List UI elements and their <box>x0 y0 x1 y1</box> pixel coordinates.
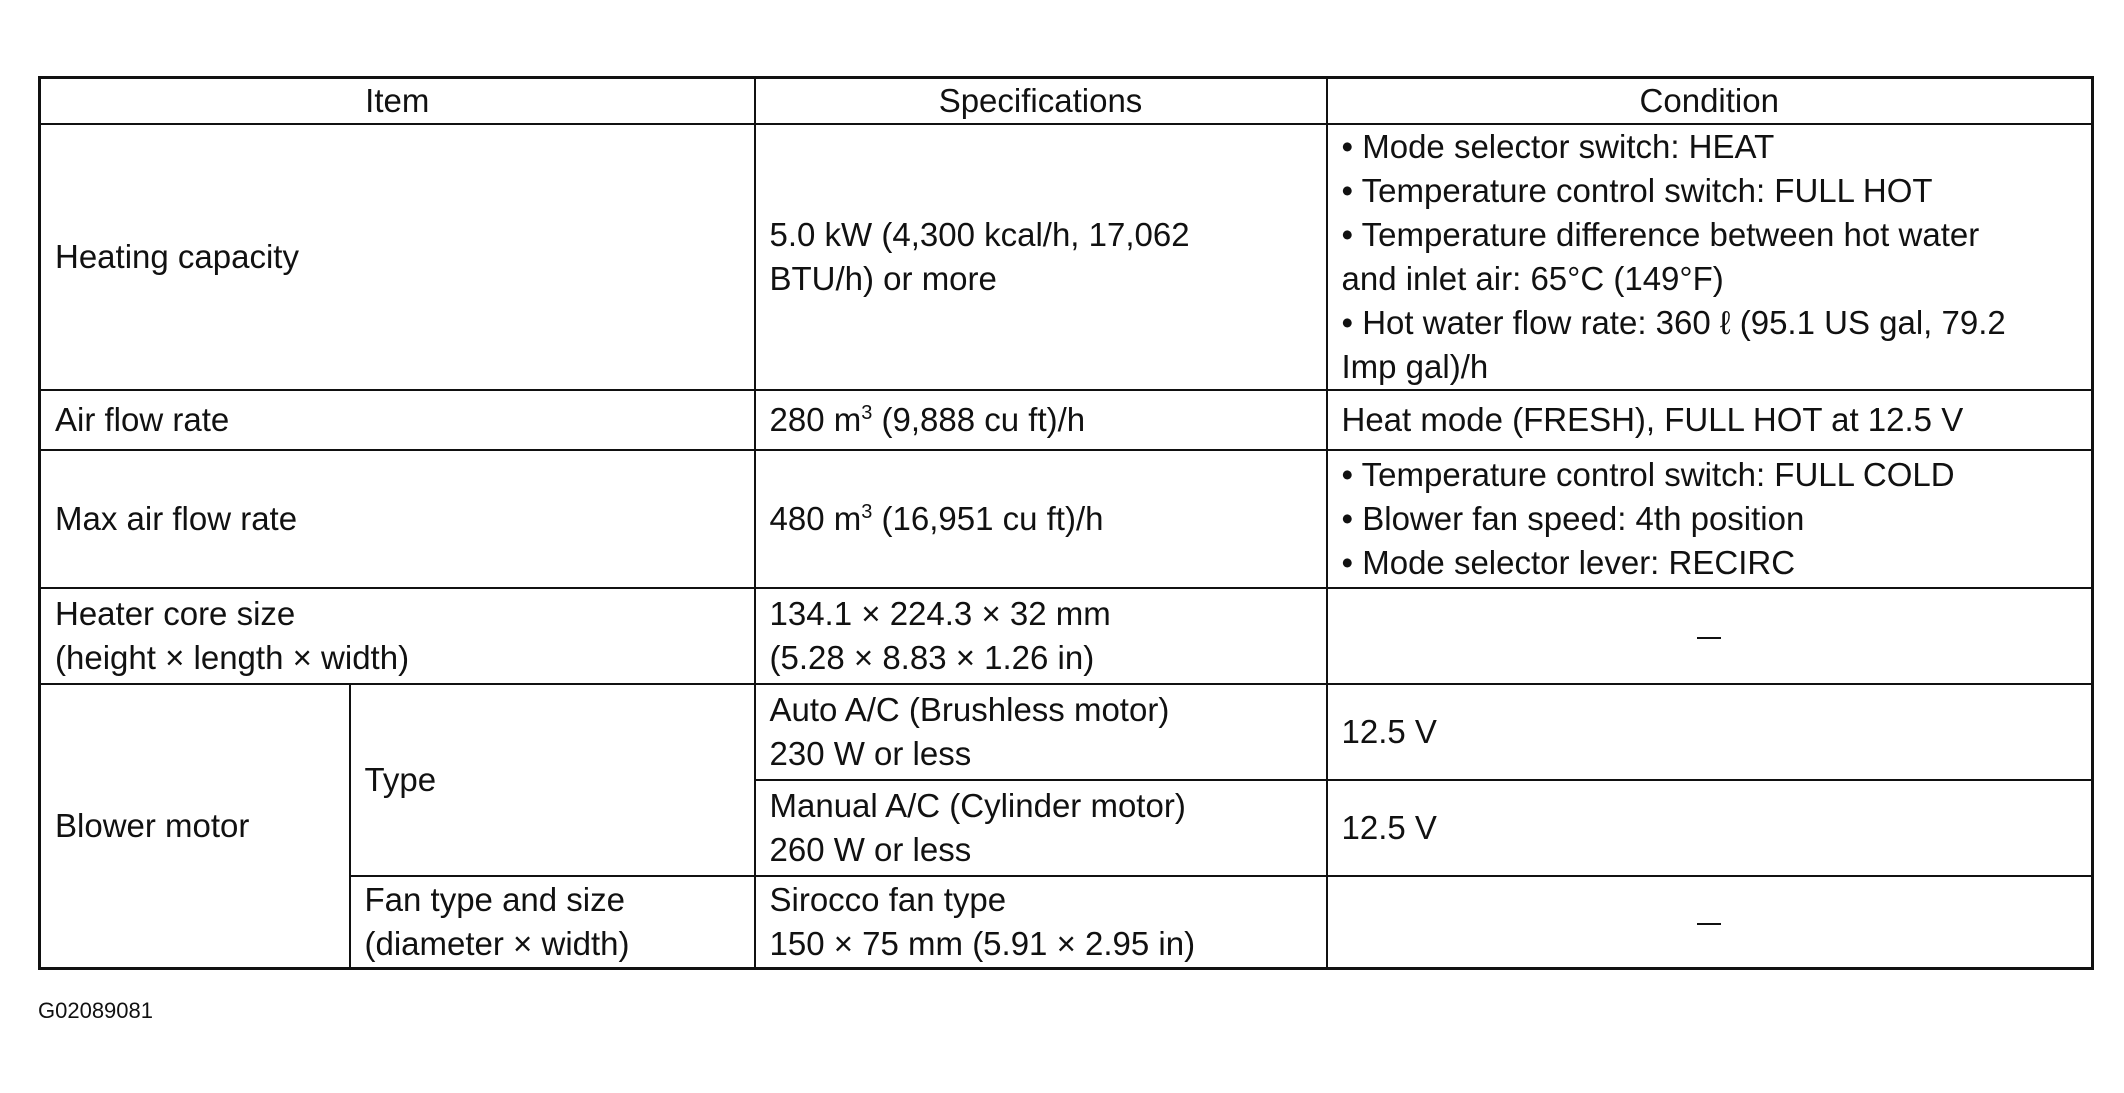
blower-auto-condition: 12.5 V <box>1327 684 2093 780</box>
row-blower-auto <box>40 684 2093 780</box>
airflow-item: Air flow rate <box>40 390 755 450</box>
airflow-spec: 280 $m^3$ (9,888 cu ft)/h <box>755 390 1327 450</box>
maxairflow-item: Max air flow rate <box>40 450 755 588</box>
header-row <box>40 78 2093 125</box>
specifications-table <box>38 76 2094 970</box>
row-heating-capacity <box>40 124 2093 390</box>
heatercore-spec: 134.1 × 224.3 × 32 mm (5.28 × 8.83 × 1.26 in) <box>755 588 1327 684</box>
heating-condition: • Mode selector switch: HEAT • Temperature control switch: FULL HOT • Temperature difference between hot water and inlet air: 65°C (149°F) • Hot water flow rate: 360 ℓ (95.1 US gal, 79.2 Imp gal)/h <box>1327 124 2093 390</box>
header-item: Item <box>40 78 755 125</box>
heating-item: Heating capacity <box>40 124 755 390</box>
airflow-condition: Heat mode (FRESH), FULL HOT at 12.5 V <box>1327 390 2093 450</box>
blower-fan-spec: Sirocco fan type 150 × 75 mm (5.91 × 2.95 in) <box>755 876 1327 968</box>
row-heater-core-size <box>40 588 2093 684</box>
blower-manual-spec: Manual A/C (Cylinder motor) 260 W or less <box>755 780 1327 876</box>
heatercore-condition-dash <box>1327 588 2093 684</box>
figure-code: G02089081 <box>38 998 153 1023</box>
row-air-flow-rate <box>40 390 2093 450</box>
blower-manual-condition: 12.5 V <box>1327 780 2093 876</box>
heatercore-item: Heater core size (height × length × width) <box>40 588 755 684</box>
blower-type-label: Type <box>350 684 755 876</box>
blower-fan-condition-dash <box>1327 876 2093 968</box>
blower-item: Blower motor <box>40 684 350 968</box>
blower-auto-spec: Auto A/C (Brushless motor) 230 W or less <box>755 684 1327 780</box>
maxairflow-condition: • Temperature control switch: FULL COLD • Blower fan speed: 4th position • Mode selector lever: RECIRC <box>1327 450 2093 588</box>
row-max-air-flow-rate <box>40 450 2093 588</box>
blower-fan-label: Fan type and size (diameter × width) <box>350 876 755 968</box>
heating-spec: 5.0 kW (4,300 kcal/h, 17,062 BTU/h) or more <box>755 124 1327 390</box>
maxairflow-spec: 480 $m^3$ (16,951 cu ft)/h <box>755 450 1327 588</box>
header-condition: Condition <box>1327 78 2093 125</box>
header-specifications: Specifications <box>755 78 1327 125</box>
